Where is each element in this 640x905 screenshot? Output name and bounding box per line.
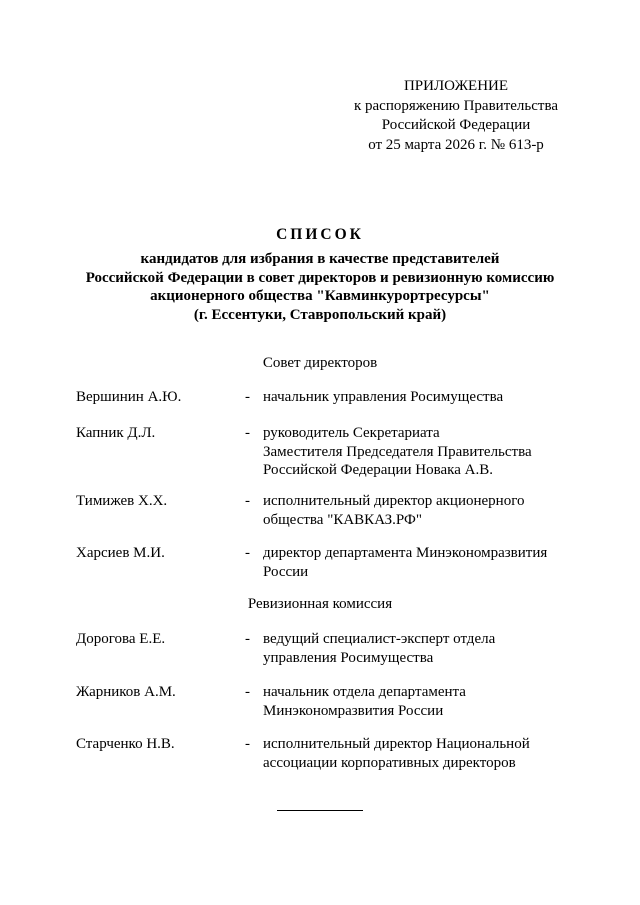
position-line: исполнительный директор акционерного	[263, 493, 525, 509]
member-dash: -	[245, 493, 250, 509]
appendix-line: Российской Федерации	[381, 117, 531, 133]
position-line: руководитель Секретариата	[263, 425, 440, 441]
member-position	[263, 735, 530, 772]
member-name: Харсиев М.И.	[76, 545, 165, 561]
member-position	[263, 424, 532, 480]
section-heading-audit: Ревизионная комиссия	[247, 596, 393, 612]
subtitle-line: кандидатов для избрания в качестве представителей	[140, 251, 500, 267]
document-subtitle	[60, 250, 580, 324]
member-name: Тимижев Х.Х.	[76, 493, 168, 509]
member-name: Жарников А.М.	[76, 684, 176, 700]
position-line: начальник отдела департамента	[263, 684, 466, 700]
section-heading-board: Совет директоров	[262, 355, 378, 371]
position-line: директор департамента Минэкономразвития	[263, 545, 548, 561]
subtitle-line: акционерного общества "Кавминкурортресурсы"	[150, 288, 490, 304]
position-line: ассоциации корпоративных директоров	[263, 754, 516, 771]
member-position	[263, 630, 495, 667]
member-dash: -	[245, 545, 250, 561]
member-position	[263, 388, 503, 407]
member-dash: -	[245, 425, 250, 441]
member-position	[263, 492, 524, 529]
appendix-line: ПРИЛОЖЕНИЕ	[403, 78, 509, 94]
position-line: России	[263, 563, 309, 580]
member-dash: -	[245, 736, 250, 752]
member-name: Старченко Н.В.	[76, 736, 175, 752]
document-title: СПИСОК	[276, 226, 364, 243]
appendix-line: от 25 марта 2026 г. № 613-р	[368, 136, 544, 153]
member-position	[263, 683, 466, 720]
member-position	[263, 544, 547, 581]
member-dash: -	[245, 684, 250, 700]
member-name: Вершинин А.Ю.	[76, 389, 182, 405]
position-line: Заместителя Председателя Правительства	[263, 443, 532, 460]
position-line: Российской Федерации Новака А.В.	[263, 462, 493, 478]
subtitle-line: Российской Федерации в совет директоров и ревизионную комиссию	[85, 269, 555, 286]
position-line: управления Росимущества	[263, 649, 434, 666]
member-dash: -	[245, 631, 250, 647]
subtitle-line: (г. Ессентуки, Ставропольский край)	[193, 306, 447, 323]
position-line: исполнительный директор Национальной	[263, 736, 530, 752]
position-line: общества "КАВКАЗ.РФ"	[263, 511, 422, 528]
position-line: Минэкономразвития России	[263, 702, 444, 719]
closing-rule	[277, 810, 363, 811]
position-line: ведущий специалист-эксперт отдела	[263, 631, 496, 647]
member-name: Капник Д.Л.	[76, 425, 156, 441]
member-name: Дорогова Е.Е.	[76, 631, 166, 647]
member-dash: -	[245, 389, 250, 405]
appendix-line: к распоряжению Правительства	[353, 97, 558, 114]
position-line: начальник управления Росимущества	[263, 389, 504, 405]
appendix-header	[338, 77, 574, 155]
